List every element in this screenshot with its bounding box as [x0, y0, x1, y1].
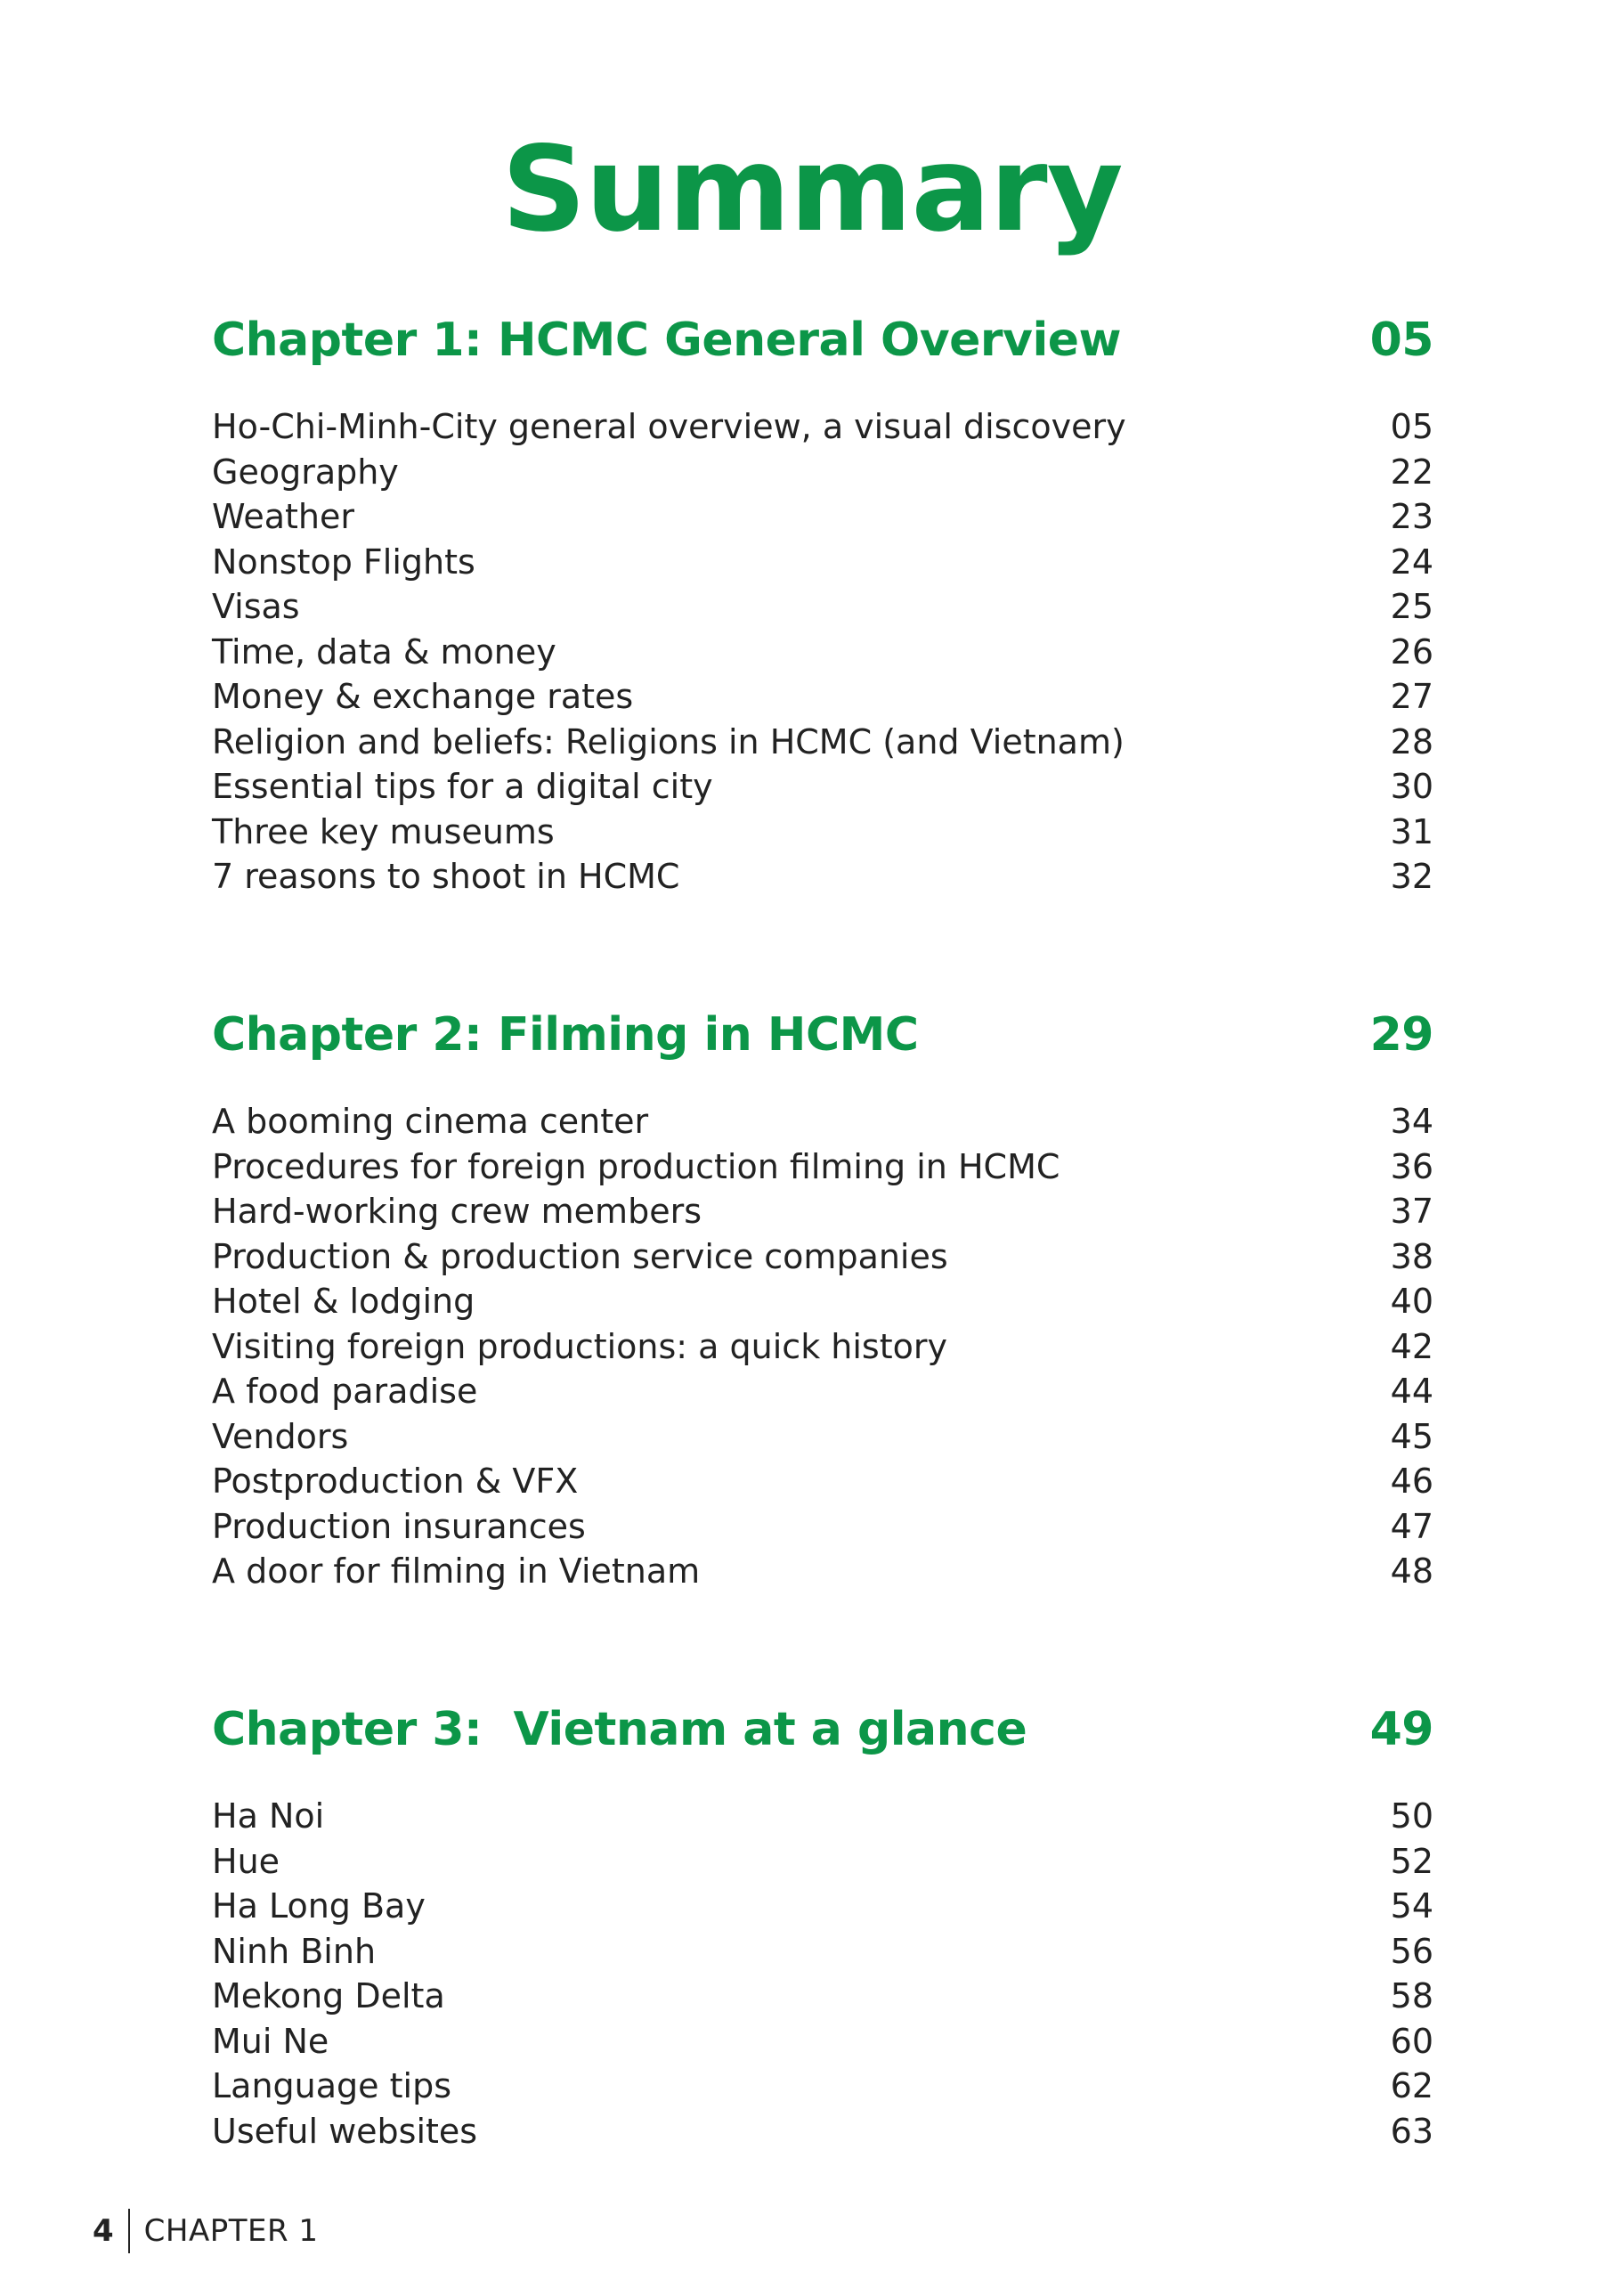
toc-entry-label: Vendors: [212, 1416, 349, 1456]
toc-entry-page: 05: [1390, 407, 1433, 446]
toc-entry-page: 24: [1390, 542, 1433, 582]
toc-entry-page: 27: [1390, 677, 1433, 716]
toc-entry[interactable]: [212, 2019, 1433, 2064]
toc-entry-label: Visas: [212, 587, 300, 626]
toc-entry-page: 32: [1390, 857, 1433, 896]
toc-entry[interactable]: [212, 584, 1433, 630]
toc-entry-page: 50: [1390, 1796, 1433, 1836]
chapter-heading[interactable]: [212, 1701, 1433, 1758]
toc-entry-label: Mui Ne: [212, 2021, 329, 2061]
toc-entry[interactable]: [212, 404, 1433, 450]
toc-entry-label: Time, data & money: [212, 631, 556, 672]
toc-entry-label: Hotel & lodging: [212, 1282, 475, 1321]
chapter-entries: [212, 404, 1433, 900]
toc-entry-label: Three key museums: [212, 811, 555, 851]
toc-entry-page: 52: [1390, 1841, 1433, 1881]
toc-entry-page: 44: [1390, 1372, 1433, 1411]
chapter-title: Chapter 2: Filming in HCMC: [212, 1008, 919, 1062]
toc-entry-label: Nonstop Flights: [212, 542, 475, 582]
toc-entry-label: Ha Long Bay: [212, 1886, 426, 1926]
toc-entry[interactable]: [212, 1414, 1433, 1460]
toc-entry[interactable]: [212, 1369, 1433, 1414]
toc-entry-label: 7 reasons to shoot in HCMC: [212, 857, 680, 896]
page-title: Summary: [501, 121, 1123, 258]
toc-entry-page: 46: [1390, 1462, 1433, 1501]
toc-entry[interactable]: [212, 540, 1433, 585]
toc-entry-page: 47: [1390, 1506, 1433, 1546]
toc-entry-label: Weather: [212, 497, 354, 536]
chapter-section-3: [212, 1701, 1433, 2154]
toc-entry[interactable]: [212, 720, 1433, 765]
toc-entry[interactable]: [212, 854, 1433, 900]
toc-entry-label: A booming cinema center: [212, 1102, 649, 1141]
toc-entry[interactable]: [212, 630, 1433, 675]
toc-entry-page: 45: [1390, 1416, 1433, 1456]
toc-entry[interactable]: [212, 1839, 1433, 1885]
toc-entry[interactable]: [212, 2064, 1433, 2109]
toc-entry-label: Visiting foreign productions: a quick history: [212, 1326, 947, 1366]
toc-entry-page: 36: [1390, 1146, 1433, 1186]
toc-entry-page: 30: [1390, 767, 1433, 806]
toc-entry-label: Useful websites: [212, 2111, 478, 2151]
toc-entry-page: 60: [1390, 2021, 1433, 2061]
toc-entry[interactable]: [212, 810, 1433, 855]
page-footer: [93, 2209, 319, 2253]
toc-entry-label: Geography: [212, 452, 399, 492]
chapter-page-number: 05: [1369, 314, 1433, 367]
toc-entry[interactable]: [212, 1884, 1433, 1929]
toc-entry-page: 58: [1390, 1976, 1433, 2015]
toc-entry-page: 28: [1390, 721, 1433, 761]
toc-entry-page: 62: [1390, 2066, 1433, 2105]
toc-entry[interactable]: [212, 1099, 1433, 1144]
toc-entry-page: 40: [1390, 1282, 1433, 1321]
toc-entry-label: Hue: [212, 1841, 280, 1881]
toc-entry[interactable]: [212, 674, 1433, 720]
toc-entry-label: Procedures for foreign production filming in HCMC: [212, 1146, 1060, 1186]
toc-entry[interactable]: [212, 1459, 1433, 1504]
toc-entry[interactable]: [212, 450, 1433, 495]
toc-entry-label: Postproduction & VFX: [212, 1462, 579, 1501]
toc-entry-label: Ha Noi: [212, 1796, 325, 1836]
toc-entry[interactable]: [212, 1324, 1433, 1370]
toc-entry-label: Hard-working crew members: [212, 1192, 702, 1231]
toc-entry-label: Ninh Binh: [212, 1931, 377, 1971]
footer-divider: [128, 2209, 130, 2253]
toc-entry[interactable]: [212, 1144, 1433, 1190]
toc-entry-label: A door for filming in Vietnam: [212, 1551, 701, 1591]
toc-entry-label: Language tips: [212, 2066, 451, 2105]
toc-entry[interactable]: [212, 2109, 1433, 2154]
toc-entry-page: 25: [1390, 587, 1433, 626]
toc-entry-page: 42: [1390, 1326, 1433, 1366]
toc-entry[interactable]: [212, 764, 1433, 810]
toc-entry-label: Production & production service companies: [212, 1236, 948, 1276]
toc-entry-label: Money & exchange rates: [212, 677, 634, 716]
toc-entry-page: 56: [1390, 1931, 1433, 1971]
toc-entry-page: 34: [1390, 1102, 1433, 1141]
toc-entry-page: 38: [1390, 1236, 1433, 1276]
toc-entry[interactable]: [212, 1974, 1433, 2019]
toc-entry[interactable]: [212, 1504, 1433, 1550]
toc-entry-label: Mekong Delta: [212, 1976, 445, 2015]
toc-entry-page: 37: [1390, 1192, 1433, 1231]
chapter-section-1: [212, 312, 1433, 900]
toc-entry-label: Ho-Chi-Minh-City general overview, a visual discovery: [212, 407, 1126, 446]
chapter-entries: [212, 1794, 1433, 2154]
toc-entry-label: Religion and beliefs: Religions in HCMC (and Vietnam): [212, 721, 1125, 761]
toc-entry-page: 63: [1390, 2111, 1433, 2151]
chapter-entries: [212, 1099, 1433, 1594]
chapter-heading[interactable]: [212, 312, 1433, 369]
chapter-page-number: 29: [1369, 1008, 1433, 1062]
toc-entry[interactable]: [212, 1794, 1433, 1839]
toc-entry-page: 54: [1390, 1886, 1433, 1926]
chapter-heading[interactable]: [212, 1006, 1433, 1063]
toc-entry-page: 22: [1390, 452, 1433, 492]
toc-entry-page: 26: [1390, 631, 1433, 672]
toc-entry-label: A food paradise: [212, 1372, 478, 1411]
toc-entry[interactable]: [212, 1234, 1433, 1280]
chapter-title: Chapter 3: Vietnam at a glance: [212, 1703, 1027, 1756]
toc-entry-page: 23: [1390, 497, 1433, 536]
toc-entry-page: 48: [1390, 1551, 1433, 1591]
toc-entry[interactable]: [212, 494, 1433, 540]
toc-entry-page: 31: [1390, 811, 1433, 851]
toc-entry-label: Essential tips for a digital city: [212, 767, 713, 806]
chapter-page-number: 49: [1369, 1703, 1433, 1756]
footer-chapter-label: CHAPTER 1: [143, 2213, 319, 2249]
toc-entry-label: Production insurances: [212, 1506, 586, 1546]
toc-entry[interactable]: [212, 1189, 1433, 1234]
toc-entry[interactable]: [212, 1279, 1433, 1324]
toc-entry[interactable]: [212, 1929, 1433, 1975]
chapter-section-2: [212, 1006, 1433, 1594]
chapter-title: Chapter 1: HCMC General Overview: [212, 314, 1122, 367]
footer-page-number: 4: [93, 2213, 114, 2249]
toc-entry[interactable]: [212, 1549, 1433, 1594]
